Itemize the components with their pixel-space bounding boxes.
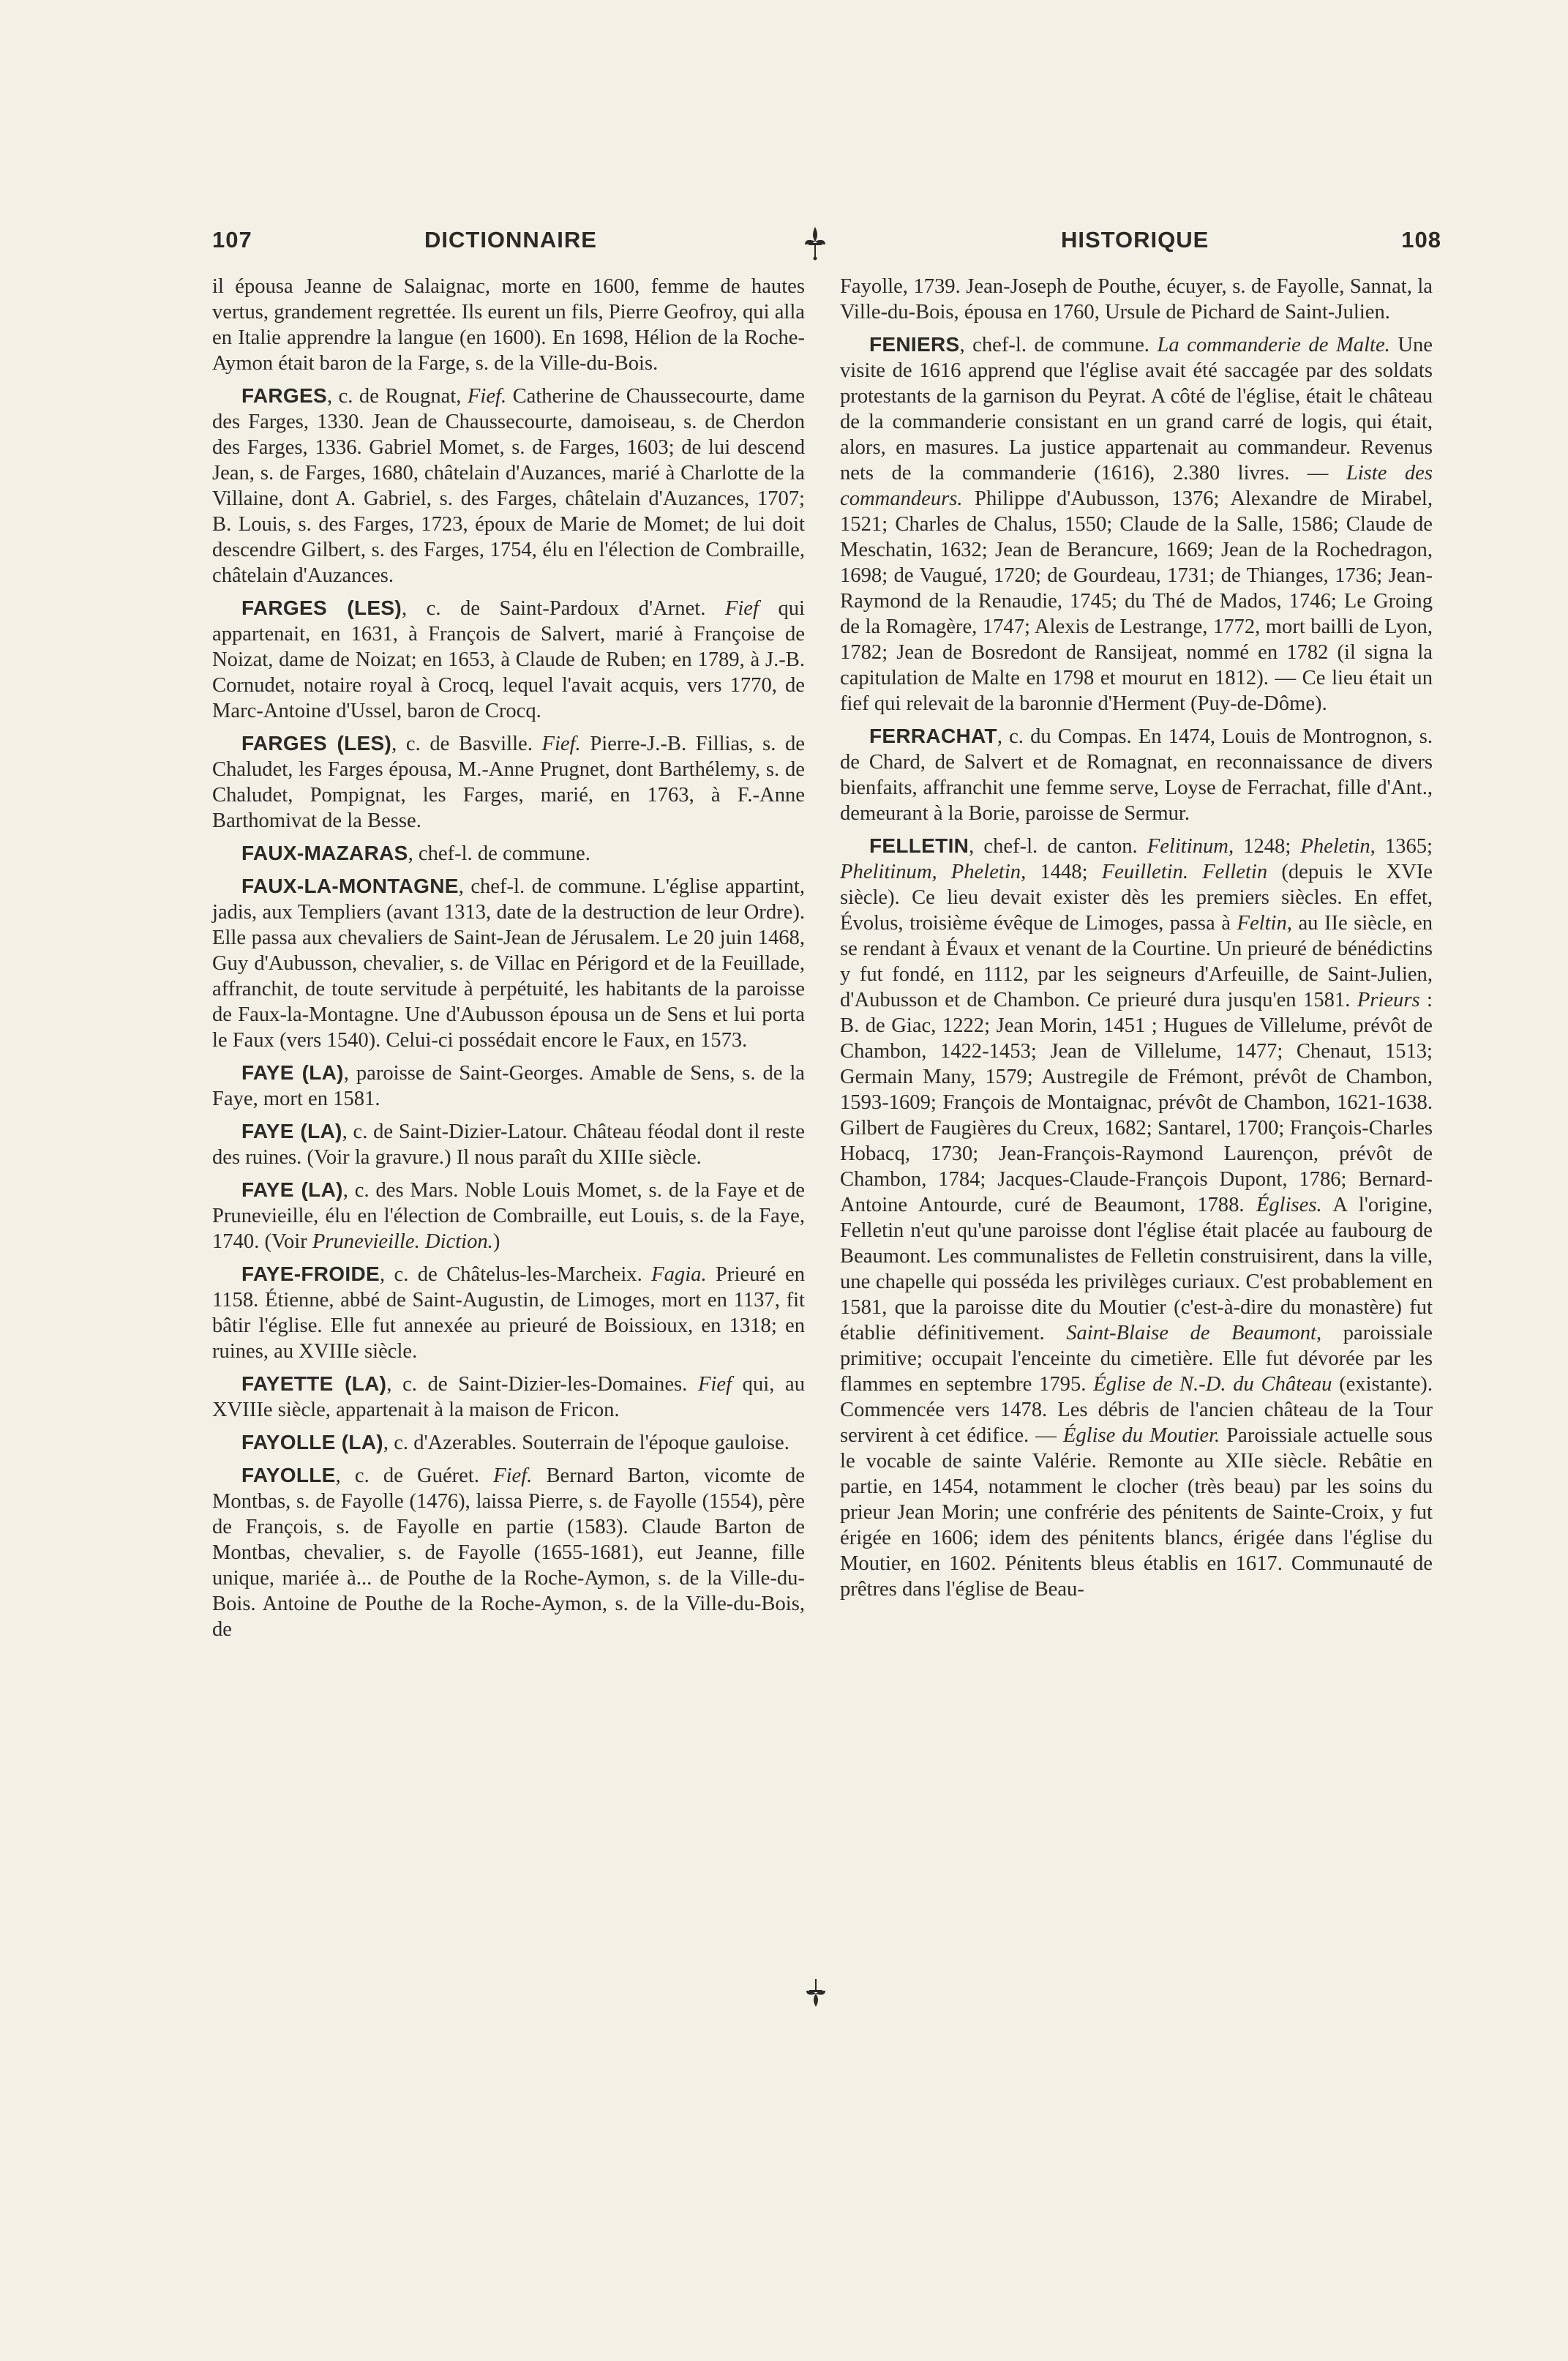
dictionary-entry	[212, 383, 805, 588]
entry-headword: FARGES (LES)	[241, 596, 402, 619]
entry-headword: FAYE-FROIDE	[241, 1262, 380, 1285]
entry-italic-text: Fief	[724, 597, 759, 620]
entry-text: , chef-l. de canton.	[969, 835, 1147, 858]
entry-text: , c. de Saint-Pardoux d'Arnet.	[402, 597, 725, 620]
entry-text: , paroisse de Saint-Georges. Amable de Sens, s. de la Faye, mort en 1581.	[212, 1062, 805, 1110]
entry-text: Prieuré en 1158. Étienne, abbé de Saint-Augustin, de Limoges, mort en 1137, fit bâtir l'église. Elle fut annexée au prieuré de Boissioux, en 1318; en ruines, au XVIIIe siècle.	[212, 1263, 806, 1363]
entry-text: Fayolle, 1739. Jean-Joseph de Pouthe, écuyer, s. de Fayolle, Sannat, la Ville-du-Bois, épousa en 1760, Ursule de Pichard de Saint-Julien.	[840, 275, 1433, 323]
dictionary-entry	[212, 1371, 805, 1423]
entry-headword: FARGES (LES)	[241, 732, 392, 755]
entry-text: , c. de Châtelus-les-Marcheix.	[379, 1263, 652, 1286]
entry-headword: FERRACHAT	[869, 725, 997, 747]
entry-italic-text: Feuilletin. Felletin	[1101, 861, 1268, 883]
right-column	[840, 274, 1433, 1609]
entry-text: paroissiale primitive; occupait l'enceinte du cimetière. Elle fut dévorée par les flammes en septembre 1795.	[840, 1322, 1433, 1396]
running-title-right: HISTORIQUE	[1061, 227, 1209, 252]
entry-text: qui appartenait, en 1631, à François de Salvert, marié à Françoise de Noizat, dame de Noizat; en 1653, à Claude de Ruben; en 1789, à J.-B. Cornudet, notaire royal à Crocq, lequel l'avait acquis, vers 1770, de Marc-Antoine d'Ussel, baron de Crocq.	[212, 597, 805, 722]
entry-text: , c. des Mars. Noble Louis Momet, s. de la Faye et de Prunevieille, élu en l'élection de Combraille, eut Louis, s. de la Faye, 1740. (Voir	[212, 1179, 805, 1253]
fleur-ornament-bottom-icon	[803, 1978, 828, 2008]
entry-text: , c. de Saint-Dizier-les-Domaines.	[386, 1373, 698, 1396]
dictionary-entry	[840, 833, 1433, 1602]
entry-italic-text: Église du Moutier.	[1062, 1424, 1220, 1447]
entry-text: (depuis le XVIe siècle). Ce lieu devait exister dès les premiers siècles. En effet, Évolus, troisième évêque de Limoges, passa à	[840, 861, 1433, 935]
dictionary-entry	[840, 332, 1433, 716]
entry-text: 1248;	[1234, 835, 1301, 858]
entry-headword: FENIERS	[869, 333, 960, 356]
entry-italic-text: La commanderie de Malte.	[1157, 334, 1390, 356]
entry-italic-text: Fief.	[541, 733, 581, 755]
entry-italic-text: Phelitinum, Pheletin,	[840, 861, 1027, 883]
entry-text: , chef-l. de commune. L'église appartint, jadis, aux Templiers (avant 1313, date de la destruction de leur Ordre). Elle passa aux chevaliers de Saint-Jean de Jérusalem. Le 20 juin 1468, Guy d'Aubusson, chevalier, s. de Villac en Périgord et de la Feuillade, affranchit, de toute servitude à perpétuité, les habitants de la paroisse de Faux-la-Montagne. Une d'Aubusson épousa un de Sens et lui porta le Faux (vers 1540). Celui-ci possédait encore le Faux, en 1573.	[212, 875, 805, 1052]
entry-italic-text: Felitinum,	[1147, 835, 1234, 858]
entry-italic-text: Fief	[697, 1373, 732, 1396]
entry-italic-text: Pheletin,	[1300, 835, 1376, 858]
dictionary-entry	[840, 723, 1433, 826]
entry-text: Paroissiale actuelle sous le vocable de sainte Valérie. Remonte au XIIe siècle. Rebâtie en partie, en 1454, notamment le clocher (très beau) par les soins du prieur Jean Morin; une confrérie des pénitents de Sainte-Croix, y fut érigée en 1606; idem des pénitents blancs, érigée dans l'église du Moutier, en 1602. Pénitents bleus établis en 1617. Communauté de prêtres dans l'église de Beau-	[840, 1424, 1433, 1601]
dictionary-entry	[212, 873, 805, 1053]
entry-headword: FAUX-MAZARAS	[241, 842, 408, 864]
entry-italic-text: Fagia.	[651, 1263, 707, 1286]
entry-italic-text: Églises.	[1256, 1194, 1322, 1216]
entry-text: , c. de Guéret.	[335, 1464, 494, 1487]
page-number-right: 108	[1401, 227, 1441, 252]
dictionary-entry	[212, 1429, 805, 1456]
entry-text: , c. du Compas. En 1474, Louis de Montrognon, s. de Chard, de Salvert et de Romagnat, en reconnaissance de divers bienfaits, affranchit une femme serve, Loyse de Ferrachat, fille d'Ant., demeurant à la Borie, paroisse de Sermur.	[840, 725, 1433, 825]
entry-text: (existante). Commencée vers 1478. Les débris de l'ancien château de la Tour servirent à cet édifice. —	[840, 1373, 1433, 1447]
entry-text: Catherine de Chaussecourte, dame des Farges, 1330. Jean de Chaussecourte, damoiseau, s. de Cherdon des Farges, 1336. Gabriel Momet, s. de Farges, 1603; de lui descend Jean, s. de Farges, 1680, châtelain d'Auzances, marié à Charlotte de la Villaine, dont A. Gabriel, s. des Farges, châtelain d'Auzances, 1707; B. Louis, s. des Farges, 1723, époux de Marie de Momet; de lui doit descendre Gilbert, s. des Farges, 1754, élu en l'élection de Combraille, châtelain d'Auzances.	[212, 385, 805, 587]
entry-text: , chef-l. de commune.	[408, 842, 590, 865]
dictionary-entry	[840, 274, 1433, 325]
dictionary-entry	[212, 1118, 805, 1170]
dictionary-entry	[212, 730, 805, 834]
entry-text: : B. de Giac, 1222; Jean Morin, 1451 ; Hugues de Villelume, prévôt de Chambon, 1422-1453; Jean de Villelume, 1477; Chenaut, 1513; Germain Many, 1579; Austregile de Frémont, prévôt de Chambon, 1593-1609; François de Montaignac, prévôt de Chambon, 1621-1638. Gilbert de Faugières du Creux, 1682; Santarel, 1700; François-Charles Hobacq, 1730; Jean-François-Raymond Laurençon, prévôt de Chambon, 1784; Jacques-Claude-François Dupont, 1786; Bernard-Antoine Antourde, curé de Beaumont, 1788.	[840, 989, 1433, 1216]
entry-text: 1365;	[1375, 835, 1433, 858]
entry-headword: FAYE (LA)	[241, 1178, 343, 1201]
fleur-ornament-icon	[802, 225, 828, 261]
entry-headword: FARGES	[241, 384, 327, 407]
entry-headword: FAYE (LA)	[241, 1120, 342, 1142]
entry-italic-text: Fief.	[493, 1464, 533, 1487]
dictionary-entry	[212, 1177, 805, 1254]
entry-text: )	[492, 1230, 500, 1253]
page-number-left: 107	[212, 227, 252, 252]
entry-text: , c. de Saint-Dizier-Latour. Château féodal dont il reste des ruines. (Voir la gravure.) Il nous paraît du XIIIe siècle.	[212, 1120, 805, 1169]
entry-italic-text: Saint-Blaise de Beaumont,	[1066, 1322, 1322, 1344]
dictionary-entry	[212, 595, 805, 724]
entry-italic-text: Prieurs	[1357, 989, 1420, 1011]
entry-headword: FAYE (LA)	[241, 1061, 344, 1084]
entry-text: , c. d'Azerables. Souterrain de l'époque gauloise.	[383, 1432, 789, 1454]
entry-text: 1448;	[1026, 861, 1102, 883]
entry-text: , c. de Rougnat,	[326, 385, 468, 408]
entry-text: au IIe siècle, en se rendant à Évaux et venant de la Courtine. Un prieuré de bénédictins y fut fondé, en 1112, par les seigneurs d'Arfeuille, de Saint-Julien, d'Aubusson et de Chambon. Ce prieuré dura jusqu'en 1581.	[840, 912, 1433, 1011]
entry-text: Pierre-J.-B. Fillias, s. de Chaludet, les Farges épousa, M.-Anne Prugnet, dont Barthélemy, s. de Chaludet, Pompignat, les Farges, marié, en 1763, à F.-Anne Barthomivat de la Besse.	[212, 733, 805, 832]
dictionary-entry	[212, 1462, 805, 1642]
entry-text: Philippe d'Aubusson, 1376; Alexandre de Mirabel, 1521; Charles de Chalus, 1550; Claude de la Salle, 1586; Claude de Meschatin, 1632; Jean de Berancure, 1669; Jean de la Rochedragon, 1698; de Vaugué, 1720; de Gourdeau, 1731; de Thianges, 1736; Jean-Raymond de la Renaudie, 1745; du Thé de Mados, 1746; Le Groing de la Romagère, 1747; Alexis de Lestrange, 1772, mort bailli de Lyon, 1782; Jean de Bosredont de Ransijeat, nommé en 1782 (il signa la capitulation de Malte en 1798 et mourut en 1812). — Ce lieu était un fief qui relevait de la baronnie d'Herment (Puy-de-Dôme).	[840, 487, 1433, 715]
entry-headword: FAUX-LA-MONTAGNE	[241, 875, 459, 897]
entry-text: Une visite de 1616 apprend que l'église avait été saccagée par des soldats protestants de la garnison du Peyrat. A côté de l'église, était le château de la commanderie consistant en un grand carré de logis, qui était, alors, en masures. La justice appartenait au commandeur. Revenus nets de la commanderie (1616), 2.380 livres. —	[840, 334, 1433, 484]
entry-italic-text: Prunevieille. Diction.	[312, 1230, 493, 1253]
entry-text: A l'origine, Felletin n'eut qu'une paroisse dont l'église était placée au faubourg de Beaumont. Les communalistes de Felletin construisirent, dans la ville, une chapelle qui posséda les privilèges curiaux. C'est probablement en 1581, que la paroisse dite du Moutier (c'est-à-dire du monastère) fut établie définitivement.	[840, 1194, 1433, 1344]
entry-italic-text: Église de N.-D. du Château	[1093, 1373, 1332, 1396]
entry-text: il épousa Jeanne de Salaignac, morte en 1600, femme de hautes vertus, grandement regrettée. Ils eurent un fils, Pierre Geofroy, qui alla en Italie apprendre la langue (en 1600). En 1698, Hélion de la Roche-Aymon était baron de la Farge, s. de la Ville-du-Bois.	[212, 275, 805, 375]
entry-text: , c. de Basville.	[391, 733, 542, 755]
entry-headword: FAYOLLE (LA)	[241, 1431, 383, 1453]
entry-headword: FELLETIN	[869, 834, 969, 857]
dictionary-entry	[212, 274, 805, 376]
entry-italic-text: Fief.	[467, 385, 507, 408]
entry-italic-text: Liste des commandeurs.	[840, 462, 1433, 510]
entry-italic-text: Feltin,	[1237, 912, 1292, 935]
dictionary-entry	[212, 1060, 805, 1112]
entry-text: Bernard Barton, vicomte de Montbas, s. de Fayolle (1476), laissa Pierre, s. de Fayolle (1554), père de François, s. de Fayolle en partie (1583). Claude Barton de Montbas, chevalier, s. de Fayolle (1655-1681), eut Jeanne, fille unique, mariée à... de Pouthe de la Roche-Aymon, s. de la Ville-du-Bois. Antoine de Pouthe de la Roche-Aymon, s. de la Ville-du-Bois, de	[212, 1464, 805, 1641]
entry-headword: FAYETTE (LA)	[241, 1372, 387, 1395]
left-column	[212, 274, 805, 1649]
entry-text: , chef-l. de commune.	[959, 334, 1158, 356]
running-title-left: DICTIONNAIRE	[424, 227, 597, 252]
dictionary-entry	[212, 840, 805, 867]
dictionary-entry	[212, 1261, 805, 1364]
entry-headword: FAYOLLE	[241, 1464, 336, 1486]
entry-text: qui, au XVIIIe siècle, appartenait à la maison de Fricon.	[212, 1373, 805, 1421]
